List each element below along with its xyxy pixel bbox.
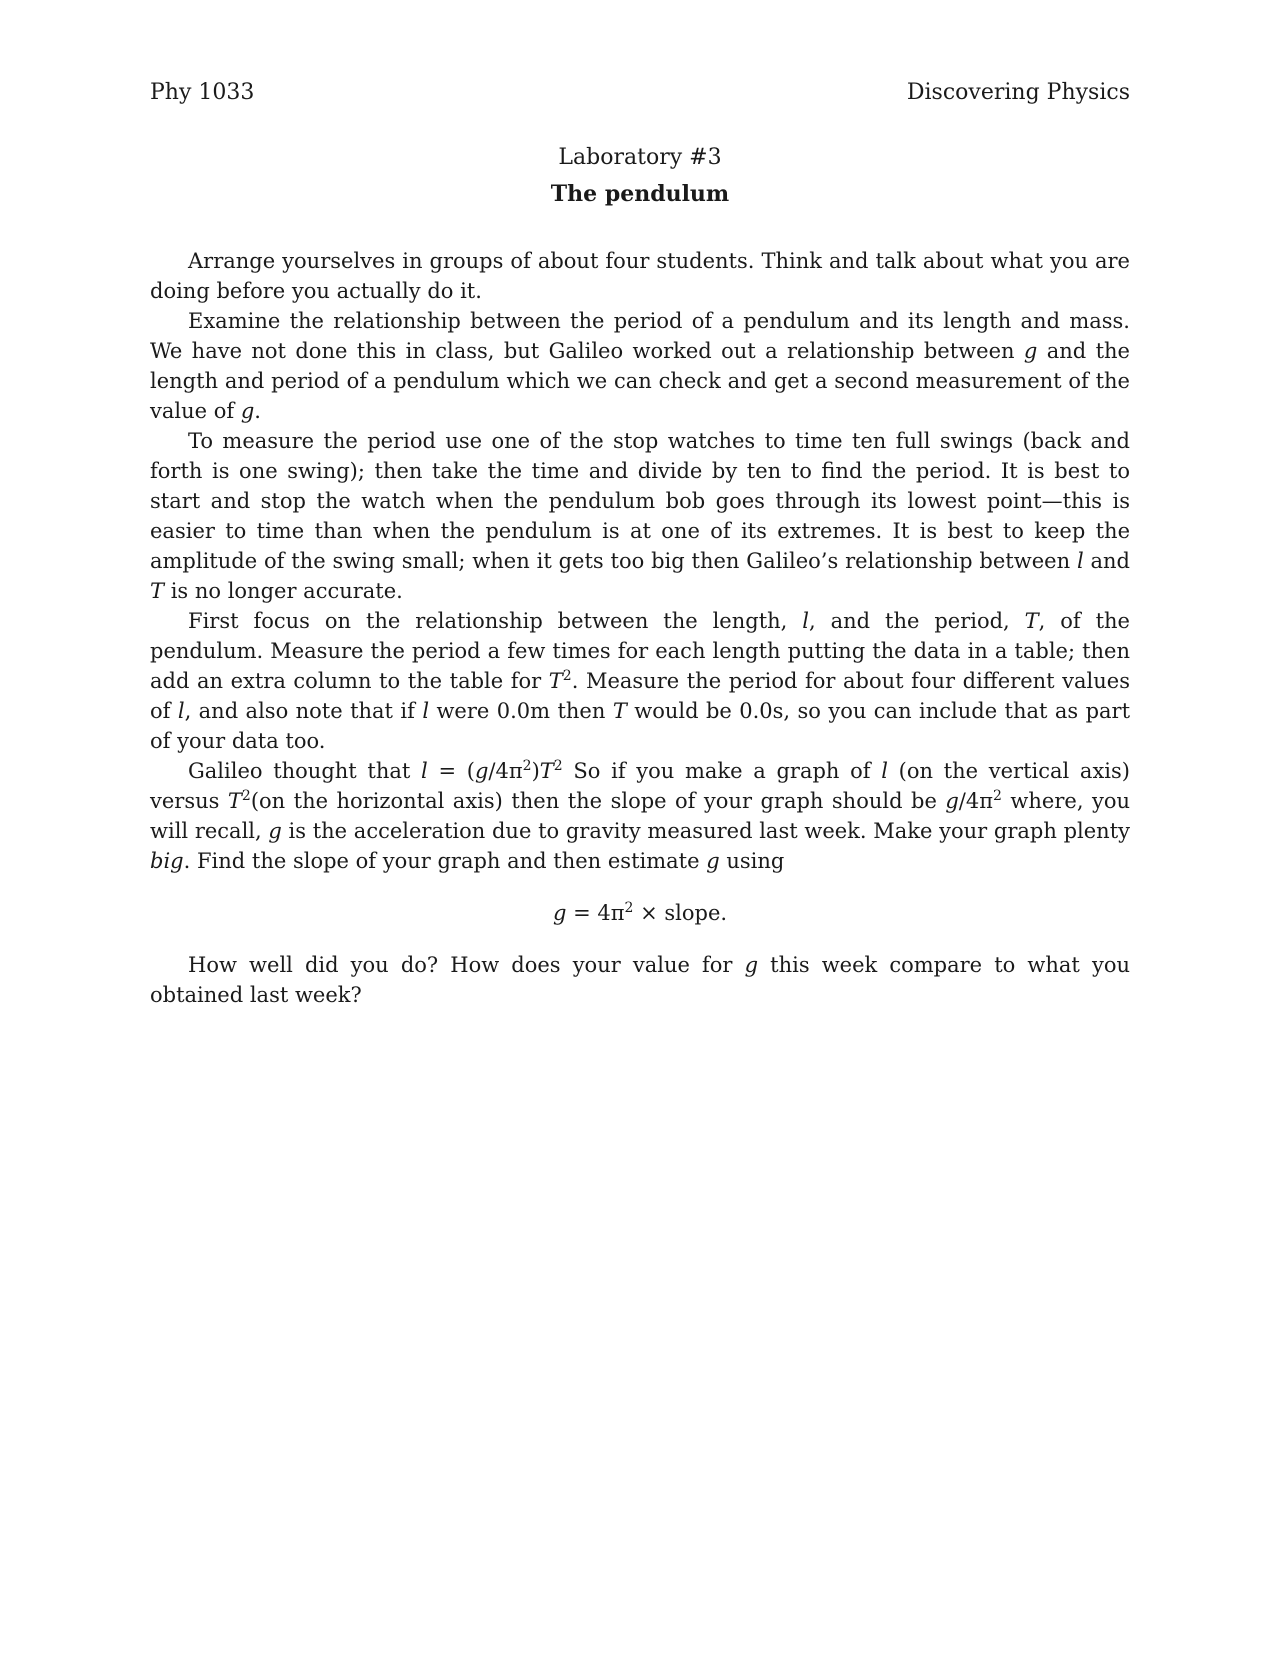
lab-title: The pendulum (550, 181, 730, 207)
paragraph-conclusion: How well did you do? How does your value for g this week compare to what you obtained last week? (150, 953, 1130, 1007)
running-header (150, 76, 1130, 110)
document-page (150, 76, 1130, 1010)
body-text (150, 246, 1130, 1010)
paragraph-relationship: Examine the relationship between the period of a pendulum and its length and mass. We have not done this in class, but Galileo worked out a relationship between g and the length and period of a pendulum which we can check and get a second measurement of the value of g. (150, 309, 1130, 423)
slope-equation: $g = 4\pi^2$ × slope. (552, 900, 728, 925)
title-block (150, 142, 1130, 210)
course-title: Discovering Physics (906, 80, 1130, 105)
paragraph-groups: Arrange yourselves in groups of about four students. Think and talk about what you are doing before you actually do it. (150, 249, 1130, 303)
paragraph-galileo: Galileo thought that $l = (g/4\pi^2)T^2$ So if you make a graph of l (on the vertical axis) versus $T^2(on$ the horizontal axis) then the slope of your graph should be $g/4\pi^2$ where, you will recall, g is the acceleration due to gravity measured last week. Make your graph plenty big. Find the slope of your graph and then estimate g using (150, 758, 1131, 873)
paragraph-measure-period: To measure the period use one of the stop watches to time ten full swings (back and forth is one swing); then take the time and divide by ten to find the period. It is best to start and stop the watch when the pendulum bob goes through its lowest point—this is easier to time than when the pendulum is at one of its extremes. It is best to keep the amplitude of the swing small; when it gets too big then Galileo’s relationship between l and T is no longer accurate. (150, 429, 1130, 603)
lab-number: Laboratory #3 (558, 145, 722, 170)
course-number: Phy 1033 (150, 80, 255, 105)
paragraph-length-period: First focus on the relationship between the length, l, and the period, T, of the pendulum. Measure the period a few times for each length putting the data in a table; then add an extra column to the table for $T^2$. Measure the period for about four different values of l, and also note that if l were 0.0m then T would be 0.0s, so you can include that as part of your data too. (150, 609, 1131, 753)
